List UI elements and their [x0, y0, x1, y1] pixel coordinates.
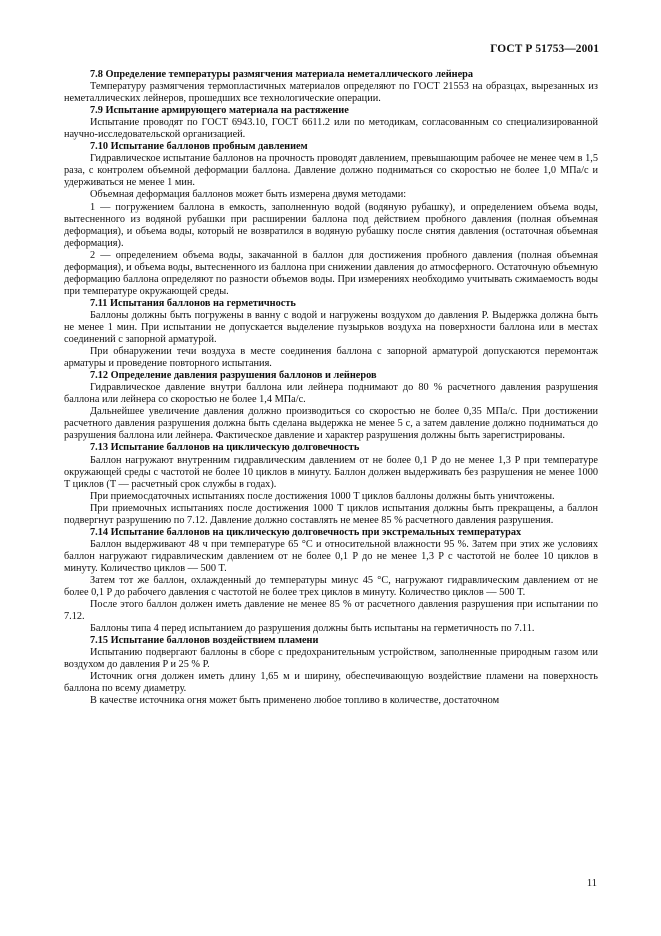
paragraph: При обнаружении течи воздуха в месте соединения баллона с запорной арматурой допускаются перемонтаж арматуры и проведение повторного испытания. [64, 346, 598, 370]
paragraph: Объемная деформация баллонов может быть измерена двумя методами: [90, 189, 407, 201]
paragraph: Баллоны должны быть погружены в ванну с водой и нагружены воздухом до давления P. Выдержка должна быть не менее 1 мин. При испытании не допускается выделение пузырьков воздуха на поверхности баллона или в местах соединений с запорной арматурой. [64, 309, 598, 346]
section-heading-7-13: 7.13 Испытание баллонов на циклическую долговечность [90, 442, 360, 454]
section-heading-7-9: 7.9 Испытание армирующего материала на растяжение [90, 105, 349, 117]
paragraph: Баллон нагружают внутренним гидравлическим давлением от не более 0,1 P до не менее 1,3 P при температуре окружающей среды с частотой не более 10 циклов в минуту. Баллон должен выдерживать без разрушения не менее 1000 T циклов (T — расчетный срок службы в годах). [64, 454, 598, 490]
page-body [64, 69, 598, 707]
paragraph: Испытание проводят по ГОСТ 6943.10, ГОСТ 6611.2 или по методикам, согласованным со специализированной научно-исследовательской организацией. [64, 117, 598, 141]
paragraph: Температуру размягчения термопластичных материалов определяют по ГОСТ 21553 на образцах, вырезанных из неметаллических лейнеров, прошедших все технологические операции. [64, 81, 598, 105]
paragraph: Гидравлическое давление внутри баллона или лейнера поднимают до 80 % расчетного давления разрушения баллона или лейнера со скоростью не более 1,4 МПа/с. [64, 382, 598, 406]
paragraph: Дальнейшее увеличение давления должно производиться со скоростью не более 0,35 МПа/с. При достижении расчетного давления разрушения должна быть сделана выдержка не менее 5 с, а затем давление должно подниматься до разрушения баллона или лейнера. Фактическое давление и характер разрушения должны быть зарегистрированы. [64, 406, 598, 442]
paragraph: 1 — погружением баллона в емкость, заполненную водой (водяную рубашку), и определением объема воды, вытесненного из водяной рубашки при расширении баллона под действием пробного давления (полная объемная деформация), и объема воды, который не возвратился в водяную рубашку после снятия давления (остаточная объемная деформация). [64, 201, 598, 249]
paragraph: Испытанию подвергают баллоны в сборе с предохранительным устройством, заполненные природным газом или воздухом до давления P и 25 % P. [64, 647, 598, 671]
standard-header: ГОСТ Р 51753—2001 [490, 43, 599, 55]
paragraph: Баллон выдерживают 48 ч при температуре 65 °С и относительной влажности 95 %. Затем при этих же условиях баллон нагружают гидравлическим давлением от не более 0,1 P до не менее 1,3 P с частотой не более 10 циклов в минуту. Количество циклов — 500 T. [64, 538, 598, 574]
page-number: 11 [586, 878, 597, 889]
section-heading-7-8: 7.8 Определение температуры размягчения материала неметаллического лейнера [90, 69, 474, 80]
section-heading-7-10: 7.10 Испытание баллонов пробным давлением [90, 141, 308, 153]
paragraph: При приемочных испытаниях после достижения 1000 T циклов испытания должны быть прекращены, а баллон подвергнут разрушению по 7.12. Давление должно составлять не менее 85 % расчетного давления разрушения. [64, 502, 598, 526]
section-heading-7-12: 7.12 Определение давления разрушения баллонов и лейнеров [90, 370, 377, 382]
paragraph: Затем тот же баллон, охлажденный до температуры минус 45 °С, нагружают гидравлическим давлением от не более 0,1 P до рабочего давления с частотой не более трех циклов в минуту. Количество циклов — 500 T. [64, 574, 598, 599]
paragraph: Гидравлическое испытание баллонов на прочность проводят давлением, превышающим рабочее не менее чем в 1,5 раза, с контролем объемной деформации баллона. Давление должно подниматься со скоростью не более 1,0 МПа/с и удерживаться не менее 1 мин. [64, 153, 598, 189]
paragraph: После этого баллон должен иметь давление не менее 85 % от расчетного давления разрушения при испытании по 7.12. [64, 599, 598, 623]
paragraph: При приемосдаточных испытаниях после достижения 1000 T циклов баллоны должны быть уничтожены. [90, 490, 555, 502]
section-heading-7-14: 7.14 Испытание баллонов на циклическую долговечность при экстремальных температурах [90, 526, 522, 538]
paragraph: Источник огня должен иметь длину 1,65 м и ширину, обеспечивающую воздействие пламени на поверхность баллона по всему диаметру. [64, 671, 598, 695]
paragraph: Баллоны типа 4 перед испытанием до разрушения должны быть испытаны на герметичность по 7.11. [90, 623, 535, 635]
section-heading-7-11: 7.11 Испытания баллонов на герметичность [90, 297, 296, 309]
paragraph: В качестве источника огня может быть применено любое топливо в количестве, достаточном [90, 695, 500, 707]
paragraph: 2 — определением объема воды, закачанной в баллон для достижения пробного давления (полная объемная деформация), и объема воды, вытесненного из баллона при снижении давления до атмосферного. Остаточную объемную деформацию баллона определяют по разности объемов воды. При измерениях необходимо учитывать сжимаемость воды при температуре окружающей среды. [64, 249, 598, 297]
section-heading-7-15: 7.15 Испытание баллонов воздействием пламени [90, 635, 319, 647]
